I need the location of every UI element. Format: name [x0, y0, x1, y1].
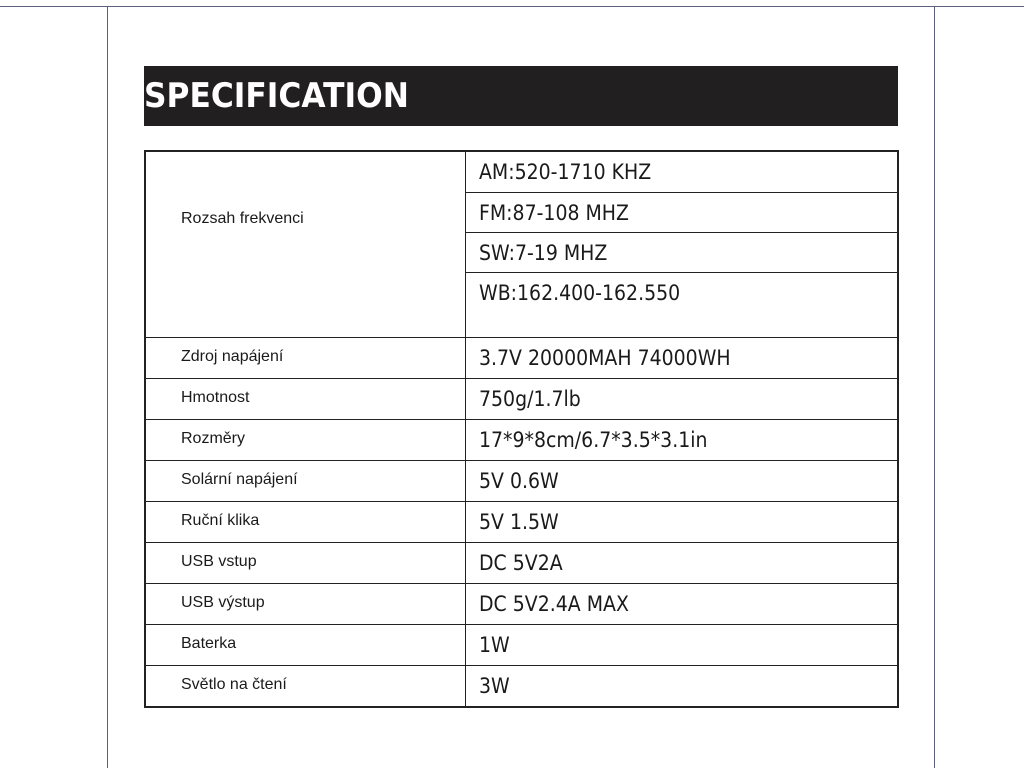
spec-values: [466, 543, 897, 583]
spec-label: Rozměry: [146, 420, 466, 460]
spec-label: Solární napájení: [146, 461, 466, 501]
spec-row: [146, 542, 897, 583]
frame-line-left: [107, 6, 108, 768]
spec-value: SW:7-19 MHZ: [479, 240, 608, 265]
spec-value: 5V 1.5W: [479, 510, 559, 534]
spec-value: 750g/1.7lb: [479, 387, 581, 411]
spec-value: 3W: [479, 674, 510, 698]
spec-row: [146, 501, 897, 542]
spec-table: [144, 150, 899, 708]
spec-label: Zdroj napájení: [146, 338, 466, 378]
spec-row: [146, 460, 897, 501]
spec-value: 17*9*8cm/6.7*3.5*3.1in: [479, 428, 708, 452]
spec-values: [466, 420, 897, 460]
spec-value-cell: [466, 502, 897, 542]
spec-value-cell: [466, 338, 897, 378]
spec-values: [466, 584, 897, 624]
frame-line-right: [934, 6, 935, 768]
spec-row: [146, 583, 897, 624]
title-bar: [144, 66, 898, 126]
spec-value-cell: [466, 272, 897, 337]
spec-row: [146, 337, 897, 378]
spec-value: FM:87-108 MHZ: [479, 200, 629, 225]
spec-value-cell: [466, 543, 897, 583]
spec-label: Ruční klika: [146, 502, 466, 542]
spec-value-cell: [466, 152, 897, 192]
spec-row: [146, 419, 897, 460]
spec-values: [466, 666, 897, 706]
spec-label: USB výstup: [146, 584, 466, 624]
spec-value: 3.7V 20000MAH 74000WH: [479, 346, 731, 370]
spec-values: [466, 625, 897, 665]
frame-line-top: [0, 6, 1024, 7]
spec-value: 1W: [479, 633, 510, 657]
spec-row: [146, 378, 897, 419]
spec-value-cell: [466, 584, 897, 624]
spec-row: [146, 152, 897, 337]
spec-label: Rozsah frekvenci: [146, 152, 466, 337]
spec-value: DC 5V2A: [479, 551, 563, 575]
spec-value: DC 5V2.4A MAX: [479, 592, 629, 616]
spec-value: 5V 0.6W: [479, 469, 559, 493]
spec-value-cell: [466, 379, 897, 419]
spec-label: Světlo na čtení: [146, 666, 466, 706]
page-title: SPECIFICATION: [144, 76, 409, 116]
spec-value-cell: [466, 420, 897, 460]
spec-values: [466, 502, 897, 542]
spec-label: Hmotnost: [146, 379, 466, 419]
spec-label: Baterka: [146, 625, 466, 665]
spec-values: [466, 379, 897, 419]
spec-values: [466, 152, 897, 337]
spec-values: [466, 461, 897, 501]
spec-value: AM:520-1710 KHZ: [479, 160, 652, 184]
spec-label: USB vstup: [146, 543, 466, 583]
spec-value: WB:162.400-162.550: [479, 281, 681, 305]
spec-values: [466, 338, 897, 378]
spec-value-cell: [466, 666, 897, 706]
spec-value-cell: [466, 625, 897, 665]
spec-row: [146, 665, 897, 706]
spec-row: [146, 624, 897, 665]
spec-value-cell: [466, 461, 897, 501]
spec-value-cell: [466, 192, 897, 232]
spec-value-cell: [466, 232, 897, 272]
